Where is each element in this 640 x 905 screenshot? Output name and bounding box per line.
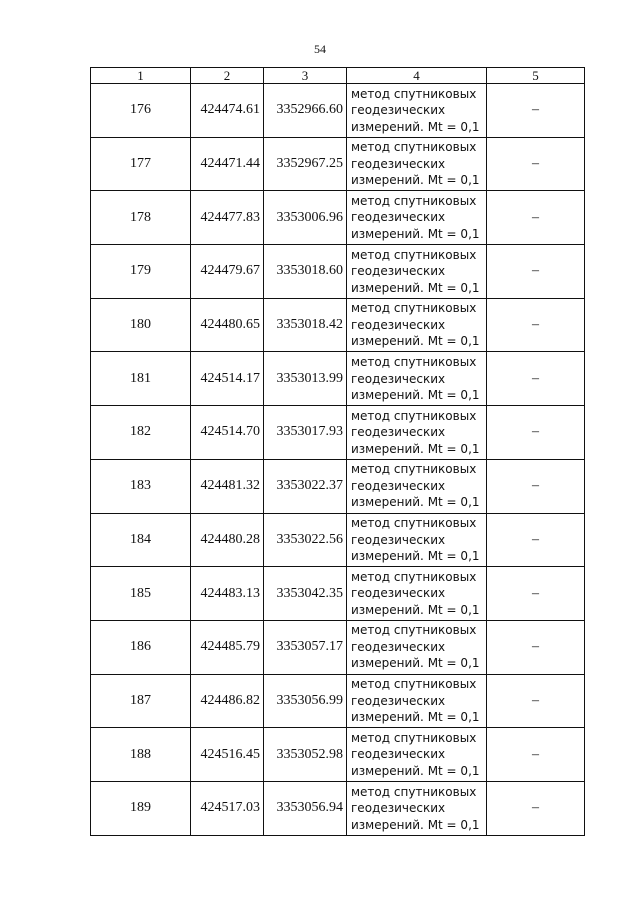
- header-col-1: 1: [91, 68, 191, 84]
- coordinate-x-cell: 424483.13: [191, 567, 264, 621]
- method-text-line: метод спутниковых: [351, 623, 477, 638]
- point-number-cell: 188: [91, 728, 191, 782]
- coordinate-y-cell: 3353042.35: [264, 567, 347, 621]
- method-text-line: геодезических: [351, 317, 446, 332]
- method-text-line: метод спутниковых: [351, 462, 477, 477]
- method-text-line: геодезических: [351, 425, 446, 440]
- point-number-cell: 180: [91, 298, 191, 352]
- header-col-4: 4: [347, 68, 487, 84]
- coordinate-x-cell: 424480.28: [191, 513, 264, 567]
- point-number-cell: 189: [91, 781, 191, 835]
- method-text-line: измерений. Mt = 0,1: [351, 710, 480, 725]
- method-text-line: метод спутниковых: [351, 730, 477, 745]
- coordinate-y-cell: 3353018.60: [264, 245, 347, 299]
- note-cell: –: [487, 352, 585, 406]
- point-number-cell: 186: [91, 620, 191, 674]
- note-cell: –: [487, 84, 585, 138]
- point-number-cell: 178: [91, 191, 191, 245]
- method-text-line: измерений. Mt = 0,1: [351, 656, 480, 671]
- method-cell: [347, 191, 487, 245]
- method-text-line: геодезических: [351, 371, 446, 386]
- point-number-cell: 183: [91, 459, 191, 513]
- coordinates-table: [90, 67, 585, 836]
- header-col-5: 5: [487, 68, 585, 84]
- coordinate-y-cell: 3353052.98: [264, 728, 347, 782]
- table-row: [91, 620, 585, 674]
- coordinate-x-cell: 424485.79: [191, 620, 264, 674]
- note-cell: –: [487, 620, 585, 674]
- method-text-line: геодезических: [351, 747, 446, 762]
- note-cell: –: [487, 567, 585, 621]
- point-number-cell: 179: [91, 245, 191, 299]
- method-text-line: измерений. Mt = 0,1: [351, 334, 480, 349]
- coordinate-y-cell: 3353018.42: [264, 298, 347, 352]
- table-row: [91, 567, 585, 621]
- point-number-cell: 182: [91, 406, 191, 460]
- note-cell: –: [487, 728, 585, 782]
- coordinate-y-cell: 3353013.99: [264, 352, 347, 406]
- coordinate-x-cell: 424481.32: [191, 459, 264, 513]
- method-cell: [347, 674, 487, 728]
- table-row: [91, 728, 585, 782]
- method-cell: [347, 728, 487, 782]
- method-text-line: метод спутниковых: [351, 355, 477, 370]
- table-row: [91, 513, 585, 567]
- method-text-line: метод спутниковых: [351, 677, 477, 692]
- method-text-line: метод спутниковых: [351, 140, 477, 155]
- table-row: [91, 352, 585, 406]
- header-col-2: 2: [191, 68, 264, 84]
- page-number: 54: [314, 42, 326, 56]
- method-cell: [347, 781, 487, 835]
- coordinate-x-cell: 424479.67: [191, 245, 264, 299]
- header-col-3: 3: [264, 68, 347, 84]
- note-cell: –: [487, 406, 585, 460]
- note-cell: –: [487, 245, 585, 299]
- method-text-line: геодезических: [351, 264, 446, 279]
- method-text-line: метод спутниковых: [351, 301, 477, 316]
- method-text-line: геодезических: [351, 478, 446, 493]
- method-text-line: измерений. Mt = 0,1: [351, 549, 480, 564]
- method-text-line: геодезических: [351, 586, 446, 601]
- method-text-line: метод спутниковых: [351, 193, 477, 208]
- method-text-line: метод спутниковых: [351, 247, 477, 262]
- method-cell: [347, 567, 487, 621]
- coordinate-y-cell: 3353056.99: [264, 674, 347, 728]
- coordinate-x-cell: 424514.70: [191, 406, 264, 460]
- method-text-line: измерений. Mt = 0,1: [351, 173, 480, 188]
- method-text-line: измерений. Mt = 0,1: [351, 602, 480, 617]
- method-text-line: измерений. Mt = 0,1: [351, 226, 480, 241]
- method-cell: [347, 513, 487, 567]
- method-text-line: измерений. Mt = 0,1: [351, 441, 480, 456]
- note-cell: –: [487, 781, 585, 835]
- coordinate-y-cell: 3353056.94: [264, 781, 347, 835]
- header-row: [91, 68, 585, 84]
- method-text-line: геодезических: [351, 103, 446, 118]
- coordinate-x-cell: 424471.44: [191, 137, 264, 191]
- table-body: [91, 84, 585, 836]
- method-text-line: метод спутниковых: [351, 408, 477, 423]
- table-row: [91, 298, 585, 352]
- method-text-line: метод спутниковых: [351, 516, 477, 531]
- coordinate-y-cell: 3353057.17: [264, 620, 347, 674]
- coordinate-y-cell: 3353017.93: [264, 406, 347, 460]
- method-cell: [347, 84, 487, 138]
- note-cell: –: [487, 191, 585, 245]
- method-cell: [347, 352, 487, 406]
- coordinate-x-cell: 424516.45: [191, 728, 264, 782]
- method-text-line: геодезических: [351, 693, 446, 708]
- table-row: [91, 459, 585, 513]
- method-cell: [347, 406, 487, 460]
- coordinate-x-cell: 424486.82: [191, 674, 264, 728]
- coordinate-y-cell: 3353006.96: [264, 191, 347, 245]
- point-number-cell: 176: [91, 84, 191, 138]
- method-cell: [347, 620, 487, 674]
- table-row: [91, 406, 585, 460]
- note-cell: –: [487, 137, 585, 191]
- table-row: [91, 674, 585, 728]
- table-row: [91, 137, 585, 191]
- note-cell: –: [487, 513, 585, 567]
- point-number-cell: 187: [91, 674, 191, 728]
- point-number-cell: 177: [91, 137, 191, 191]
- coordinate-y-cell: 3352966.60: [264, 84, 347, 138]
- table-row: [91, 191, 585, 245]
- note-cell: –: [487, 674, 585, 728]
- coordinate-x-cell: 424474.61: [191, 84, 264, 138]
- point-number-cell: 181: [91, 352, 191, 406]
- method-text-line: геодезических: [351, 532, 446, 547]
- table-header: [91, 68, 585, 84]
- coordinate-x-cell: 424480.65: [191, 298, 264, 352]
- table-row: [91, 781, 585, 835]
- coordinate-y-cell: 3353022.56: [264, 513, 347, 567]
- method-text-line: геодезических: [351, 801, 446, 816]
- coordinate-x-cell: 424514.17: [191, 352, 264, 406]
- coordinate-x-cell: 424477.83: [191, 191, 264, 245]
- note-cell: –: [487, 459, 585, 513]
- coordinate-y-cell: 3352967.25: [264, 137, 347, 191]
- method-cell: [347, 298, 487, 352]
- method-text-line: измерений. Mt = 0,1: [351, 817, 480, 832]
- method-text-line: измерений. Mt = 0,1: [351, 495, 480, 510]
- point-number-cell: 184: [91, 513, 191, 567]
- table-row: [91, 245, 585, 299]
- method-text-line: геодезических: [351, 639, 446, 654]
- method-text-line: измерений. Mt = 0,1: [351, 280, 480, 295]
- method-text-line: метод спутниковых: [351, 86, 477, 101]
- method-text-line: измерений. Mt = 0,1: [351, 388, 480, 403]
- note-cell: –: [487, 298, 585, 352]
- table-row: [91, 84, 585, 138]
- method-text-line: измерений. Mt = 0,1: [351, 763, 480, 778]
- method-cell: [347, 137, 487, 191]
- coordinate-y-cell: 3353022.37: [264, 459, 347, 513]
- method-text-line: геодезических: [351, 210, 446, 225]
- method-text-line: геодезических: [351, 156, 446, 171]
- method-text-line: метод спутниковых: [351, 784, 477, 799]
- method-cell: [347, 245, 487, 299]
- method-cell: [347, 459, 487, 513]
- method-text-line: измерений. Mt = 0,1: [351, 119, 480, 134]
- method-text-line: метод спутниковых: [351, 569, 477, 584]
- coordinate-x-cell: 424517.03: [191, 781, 264, 835]
- point-number-cell: 185: [91, 567, 191, 621]
